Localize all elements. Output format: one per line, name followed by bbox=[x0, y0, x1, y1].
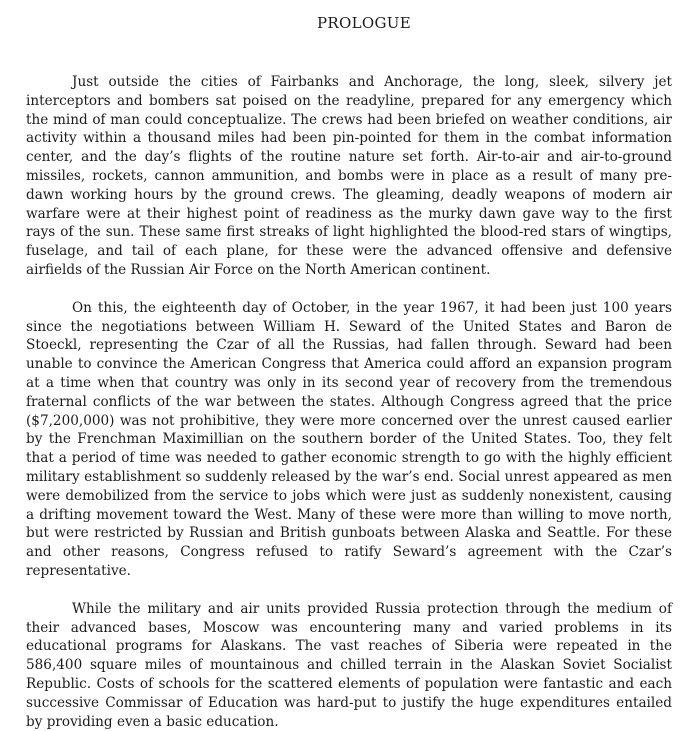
paragraph-3: While the military and air units provided Russia protection through the medium of their advanced bases, Moscow was encountering many and varied problems in its educational programs for Alaskans. The vast reaches of Siberia were repeated in the 586,400 square miles of mountainous and chilled terrain in the Alaskan Soviet Socialist Republic. Costs of schools for the scattered elements of population were fantastic and each successive Commissar of Education was hard-put to justify the huge expenditures entailed by providing even a basic education. bbox=[26, 600, 672, 730]
paragraph-1: Just outside the cities of Fairbanks and Anchorage, the long, sleek, silvery jet interceptors and bombers sat poised on the readyline, prepared for any emergency which the mind of man could conceptualize. The crews had been briefed on weather conditions, air activity within a thousand miles had been pin-pointed for them in the combat information center, and the day’s flights of the routine nature set forth. Air-to-air and air-to-ground missiles, rockets, cannon ammunition, and bombs were in place as a result of many pre-dawn working hours by the ground crews. The gleaming, deadly weapons of modern air warfare were at their highest point of readiness as the murky dawn gave way to the first rays of the sun. These same first streaks of light highlighted the blood-red stars of wingtips, fuselage, and tail of each plane, for these were the advanced offensive and defensive airfields of the Russian Air Force on the North American continent. bbox=[26, 74, 672, 278]
paragraph-2: On this, the eighteenth day of October, in the year 1967, it had been just 100 years since the negotiations between William H. Seward of the United States and Baron de Stoeckl, representing the Czar of all the Russias, had fallen through. Seward had been unable to convince the American Congress that America could afford an expansion program at a time when that country was only in its second year of recovery from the tremendous fraternal conflicts of the war between the states. Although Congress agreed that the price ($7,200,000) was not prohibitive, they were more concerned over the unrest caused earlier by the Frenchman Maximillian on the southern border of the United States. Too, they felt that a period of time was needed to gather economic strength to go with the highly efficient military establishment so suddenly released by the war’s end. Social unrest appeared as men were demobilized from the service to jobs which were just as suddenly nonexistent, causing a drifting movement toward the West. Many of these were more than willing to move north, but were restricted by Russian and British gunboats between Alaska and Seattle. For these and other reasons, Congress refused to ratify Seward’s agreement with the Czar’s representative. bbox=[26, 299, 672, 579]
page-title: PROLOGUE bbox=[317, 14, 411, 32]
